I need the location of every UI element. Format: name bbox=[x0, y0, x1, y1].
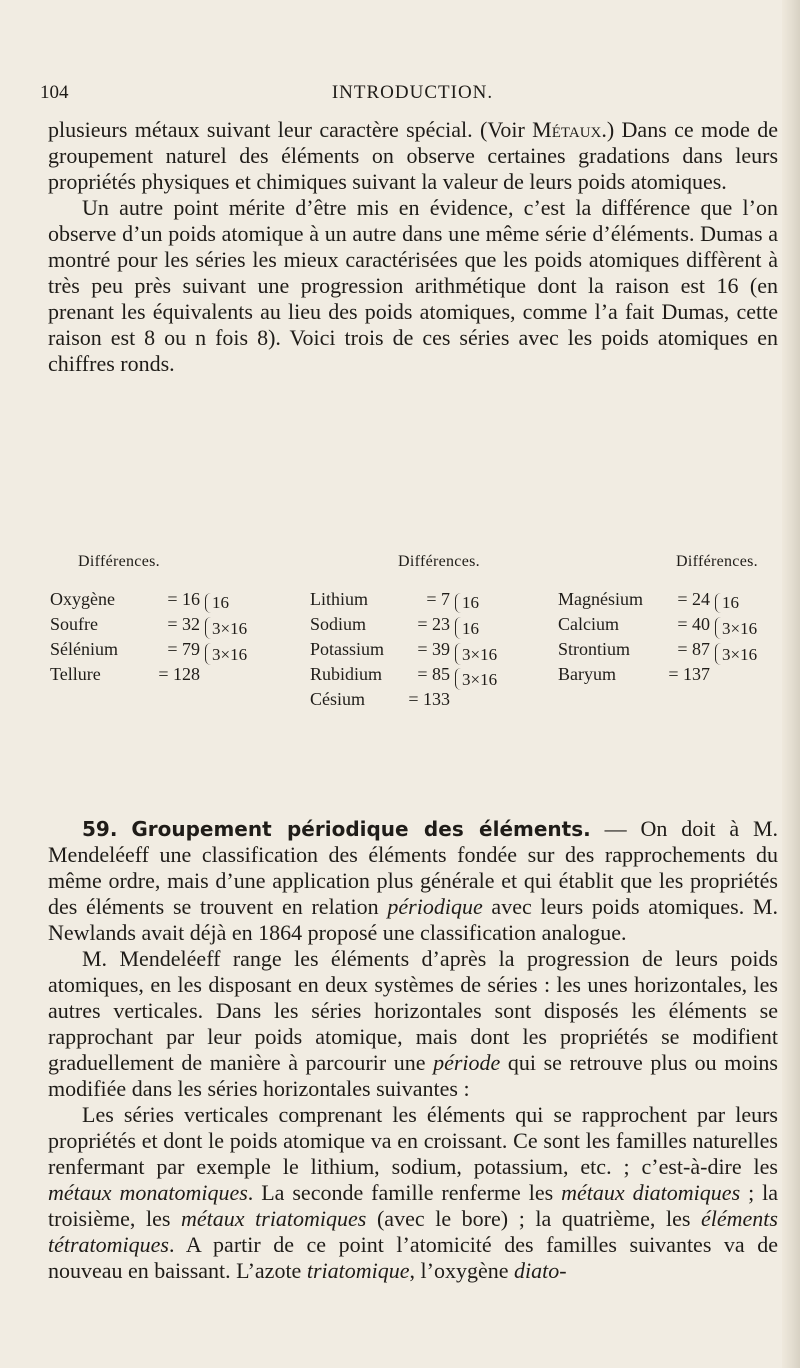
differences-header: Différences. bbox=[398, 553, 480, 570]
paragraph-top: plusieurs métaux suivant leur caractère spécial. (Voir Métaux.) Dans ce mode de groupement naturel des éléments on observe certaines gradations dans leurs propriétés physiques et chimiques suivant la valeur de leurs poids atomiques. bbox=[48, 117, 778, 194]
element-name: Sodium bbox=[310, 614, 367, 634]
element-name: Baryum bbox=[558, 664, 616, 684]
section-number: 59. bbox=[82, 817, 118, 841]
element-row bbox=[310, 664, 450, 686]
differences-header: Différences. bbox=[78, 553, 160, 570]
element-name: Potassium bbox=[310, 639, 385, 659]
difference-brace bbox=[205, 617, 211, 639]
atomic-weights-table bbox=[50, 553, 780, 811]
difference-brace bbox=[205, 593, 211, 613]
paragraph-vertical-series: Les séries verticales comprenant les éléments qui se rapprochent par leurs propriétés et dont le poids atomique va en croissant. Ce sont les familles naturelles renfermant par exemple le lithium, sodium, potassium, etc. ; c’est-à-dire les métaux monatomiques. La seconde famille renferme les métaux diatomiques ; la troisième, les métaux triatomiques (avec le bore) ; la quatrième, les éléments tétratomiques. A partir de ce point l’atomicité des familles suivantes va de nouveau en baissant. L’azote triatomique, l’oxygène diato- bbox=[48, 1102, 779, 1283]
element-row bbox=[558, 639, 710, 661]
element-weight: = 16 bbox=[167, 589, 200, 609]
element-weight: = 40 bbox=[677, 614, 710, 634]
series-lithium bbox=[310, 553, 550, 753]
element-row bbox=[558, 589, 710, 611]
element-row bbox=[310, 689, 450, 711]
difference-value: 3×16 bbox=[722, 619, 758, 638]
running-title: INTRODUCTION. bbox=[331, 82, 494, 103]
element-weight: = 85 bbox=[417, 664, 450, 684]
element-name: Tellure bbox=[50, 664, 101, 684]
element-weight: = 87 bbox=[677, 639, 710, 659]
difference-brace bbox=[715, 593, 721, 613]
difference-brace bbox=[455, 617, 461, 639]
element-weight: = 128 bbox=[158, 664, 200, 684]
element-row bbox=[310, 614, 450, 636]
difference-value: 3×16 bbox=[462, 670, 498, 689]
element-row bbox=[310, 639, 450, 661]
element-weight: = 32 bbox=[167, 614, 200, 634]
difference-value: 3×16 bbox=[462, 645, 498, 664]
element-weight: = 7 bbox=[426, 589, 450, 609]
difference-brace bbox=[455, 593, 461, 613]
element-row bbox=[50, 614, 200, 636]
element-name: Rubidium bbox=[310, 664, 383, 684]
differences-header: Différences. bbox=[676, 553, 758, 570]
page-edge bbox=[782, 0, 800, 1368]
page-number: 104 bbox=[40, 82, 69, 103]
difference-value: 16 bbox=[462, 593, 479, 612]
paragraph-mendeleeff: M. Mendeléeff range les éléments d’après la progression de leurs poids atomiques, en les disposant en deux systèmes de séries : les unes horizontales, les autres verticales. Dans les séries horizontales sont disposés les éléments se rapprochant par leur poids atomique, mais dont les propriétés se modifient graduellement de manière à parcourir une période qui se retrouve plus ou moins modifiée dans les séries horizontales suivantes : bbox=[48, 946, 778, 1101]
difference-brace bbox=[715, 643, 721, 665]
element-weight: = 24 bbox=[677, 589, 710, 609]
section-59: 59. Groupement périodique des éléments. — On doit à M. Mendeléeff une classification des éléments fondée sur des rapprochements du même ordre, mais d’une application plus générale et qui établit que les propriétés des éléments se trouvent en relation périodique avec leurs poids atomiques. M. Newlands avait déjà en 1864 proposé une classification analogue. bbox=[48, 816, 779, 945]
difference-value: 16 bbox=[722, 593, 739, 612]
element-name: Soufre bbox=[50, 614, 98, 634]
difference-brace bbox=[455, 668, 461, 690]
difference-brace bbox=[455, 643, 461, 665]
element-weight: = 79 bbox=[167, 639, 200, 659]
element-name: Oxygène bbox=[50, 589, 115, 609]
element-weight: = 137 bbox=[668, 664, 710, 684]
element-name: Calcium bbox=[558, 614, 619, 634]
element-name: Césium bbox=[310, 689, 366, 709]
paragraph-dumas: Un autre point mérite d’être mis en évidence, c’est la différence que l’on observe d’un poids atomique à un autre dans une même série d’éléments. Dumas a montré pour les séries les mieux caractérisées que les poids atomiques diffèrent à très peu près suivant une progression arithmétique dont la raison est 16 (en prenant les équivalents au lieu des poids atomiques, comme l’a fait Dumas, cette raison est 8 ou n fois 8). Voici trois de ces séries avec les poids atomiques en chiffres ronds. bbox=[48, 195, 778, 376]
running-head bbox=[40, 82, 785, 112]
element-row bbox=[50, 639, 200, 661]
element-weight: = 23 bbox=[417, 614, 450, 634]
difference-value: 3×16 bbox=[212, 619, 248, 638]
element-row bbox=[310, 589, 450, 611]
series-magnesium bbox=[558, 553, 780, 753]
difference-brace bbox=[715, 617, 721, 639]
section-title: Groupement périodique des éléments. bbox=[131, 817, 591, 841]
difference-brace bbox=[205, 643, 211, 665]
element-name: Strontium bbox=[558, 639, 631, 659]
difference-value: 16 bbox=[212, 593, 229, 612]
difference-value: 16 bbox=[462, 619, 479, 638]
metaux-cross-reference: Métaux bbox=[532, 117, 602, 142]
element-row bbox=[50, 589, 200, 611]
element-name: Sélénium bbox=[50, 639, 118, 659]
difference-value: 3×16 bbox=[212, 645, 248, 664]
lower-text-block bbox=[48, 816, 778, 1284]
element-weight: = 39 bbox=[417, 639, 450, 659]
element-row bbox=[50, 664, 200, 686]
element-weight: = 133 bbox=[408, 689, 450, 709]
series-oxygen bbox=[50, 553, 300, 753]
upper-text-block bbox=[48, 117, 778, 377]
element-row bbox=[558, 614, 710, 636]
element-name: Lithium bbox=[310, 589, 368, 609]
element-name: Magnésium bbox=[558, 589, 643, 609]
difference-value: 3×16 bbox=[722, 645, 758, 664]
element-row bbox=[558, 664, 710, 686]
